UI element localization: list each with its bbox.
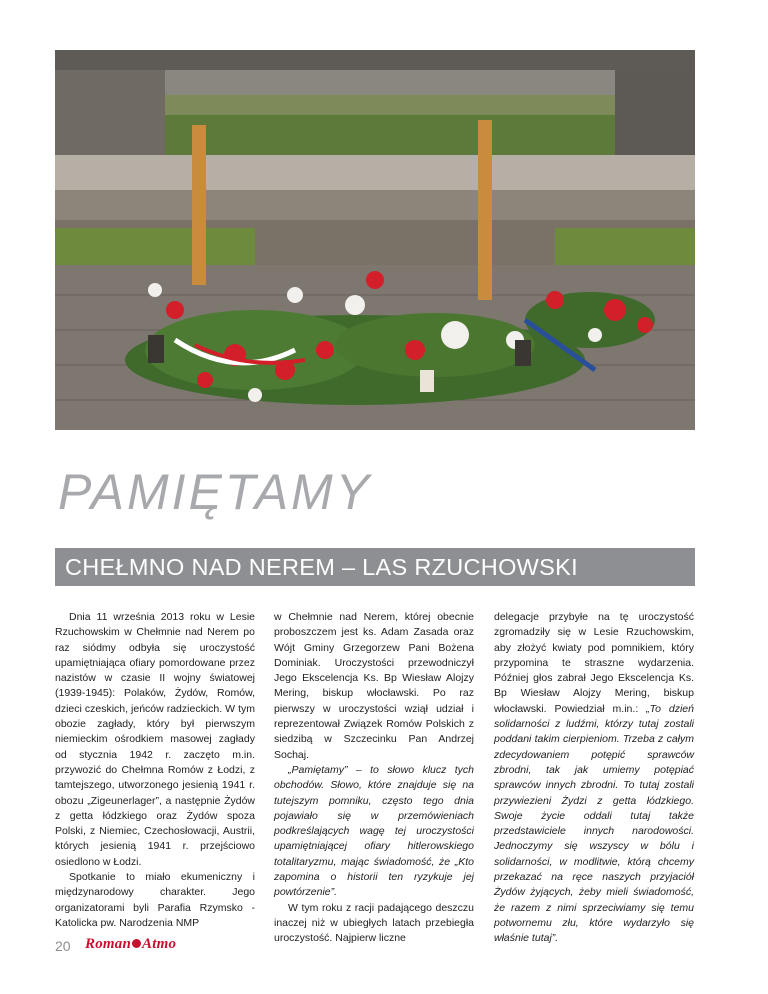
text-column-2	[274, 610, 474, 947]
quote-text: „To dzień solidarności z ludźmi, którzy tutaj zostali poddani takim cierpieniom. Trzeba z całym zdecydowaniem potępić sprawców zbrodni, tak jak umiemy potępiać sprawców innych zbrodni. To tutaj zostali przywiezieni Żydzi z getta łódzkiego. Swoje życie oddali tutaj także przedstawiciele innych narodowości. Jednoczymy się wszyscy w bólu i solidarności, w modlitwie, którą chcemy przekazać na ręce naszych przyjaciół Żydów żyjących, żeby mieli świadomość, że razem z nimi sprzeciwiamy się temu potwornemu złu, które wydarzyło się właśnie tutaj”.	[494, 702, 694, 945]
paragraph: Spotkanie to miało ekumeniczny i międzynarodowy charakter. Jego organizatorami byli Parafia Rzymsko - Katolicka pw. Narodzenia NMP	[55, 871, 255, 929]
magazine-logo	[85, 936, 176, 953]
text-column-3	[494, 610, 694, 947]
paragraph: w Chełmnie nad Nerem, której obecnie proboszczem jest ks. Adam Zasada oraz Wójt Gminy Grzegorzew Pani Bożena Dominiak. Uroczystości przewodniczył Jego Ekscelencja Ks. Bp Wiesław Alojzy Mering, biskup włocławski. Po raz pierwszy w uroczystości wziął udział i reprezentował Związek Romów Polskich z siedzibą w Szczecinku Pan Andrzej Sochaj.	[274, 611, 474, 761]
text-column-1	[55, 610, 255, 931]
paragraph-text: delegacje przybyłe na tę uroczystość zgromadziły się w Lesie Rzuchowskim, aby złożyć kwiaty pod pomnikiem, który przypomina te straszne wydarzenia. Później głos zabrał Jego Ekscelencja Ks. Bp Wiesław Alojzy Mering, biskup włocławski. Powiedział m.in.:	[494, 611, 694, 715]
memorial-wreaths-illustration	[55, 50, 695, 430]
logo-part1: Roman	[85, 936, 132, 952]
paragraph: „Pamiętamy” – to słowo klucz tych obchodów. Słowo, które znajduje się na tutejszym pomniku, często tego dnia pojawiało się w przemówieniach podkreślających wagę tej uroczystości upamiętniającej ofiary hitlerowskiego totalitaryzmu, mając świadomość, że „Kto zapomina o historii ten ryzykuje jej powtórzenie”.	[274, 763, 474, 899]
headline: PAMIĘTAMY	[58, 464, 373, 520]
paragraph: W tym roku z racji padającego deszczu inaczej niż w ubiegłych latach przebiegła uroczystość. Najpierw liczne	[274, 901, 474, 945]
paragraph	[494, 610, 694, 947]
logo-part2: Atmo	[142, 936, 177, 952]
page-number: 20	[55, 938, 71, 954]
subhead-banner: CHEŁMNO NAD NEREM – LAS RZUCHOWSKI	[55, 548, 695, 586]
logo-dot-icon	[132, 939, 141, 948]
memorial-photo	[55, 50, 695, 430]
paragraph: Dnia 11 września 2013 roku w Lesie Rzuchowskim w Chełmnie nad Nerem po raz siódmy odbyła się uroczystość upamiętniająca ofiary pomordowane przez nazistów w czasie II wojny światowej (1939-1945): Polaków, Żydów, Romów, dzieci czeskich, jeńców radzieckich. W tym obozie zagłady, który był pierwszym niemieckim ośrodkiem masowej zagłady od stycznia 1942 r. zaczęto m.in. przywozić do Chełmna Romów z Łodzi, z tamtejszego, utworzonego jesienią 1941 r. obozu „Zigeunerlager”, a następnie Żydów z getta łódzkiego oraz Żydów spoza Polski, z Niemiec, Czechosłowacji, Austrii, których jesienią 1941 r. przejściowo osiedlono w Łodzi.	[55, 611, 255, 868]
